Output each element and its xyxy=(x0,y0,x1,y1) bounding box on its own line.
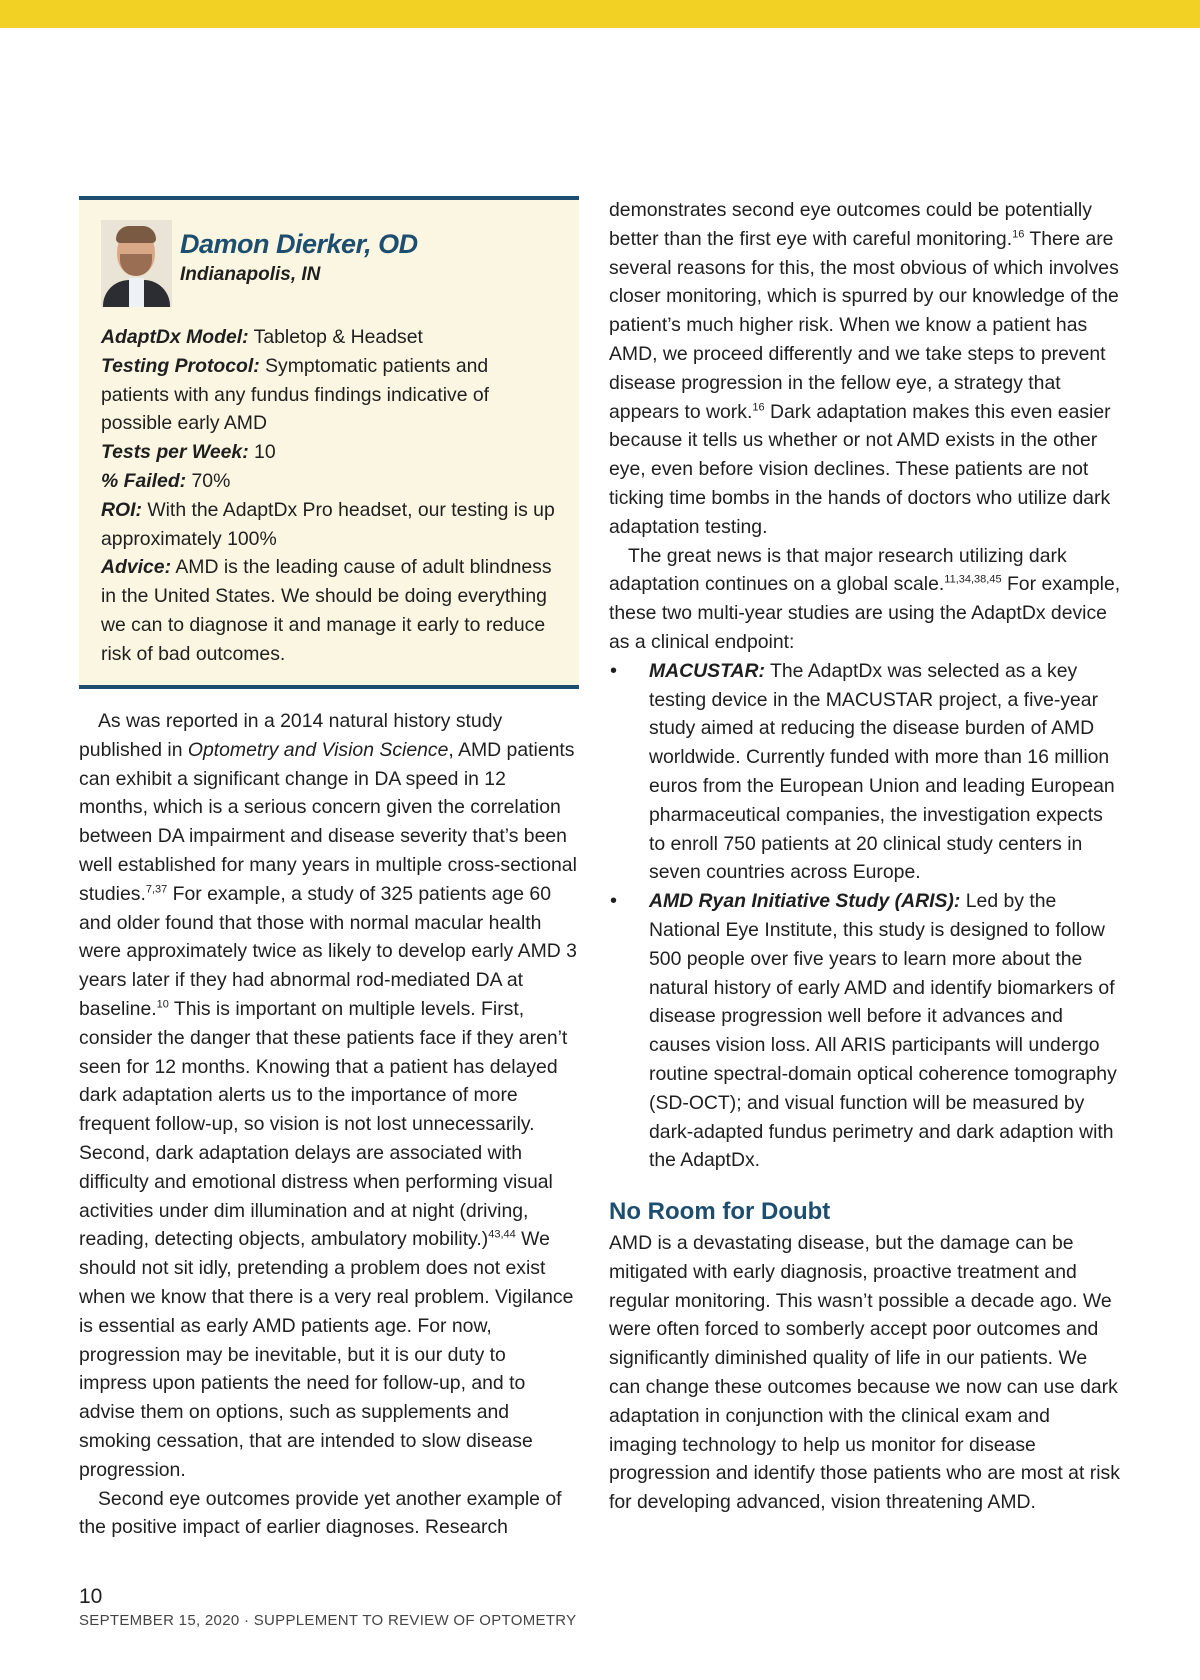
top-accent-bar xyxy=(0,0,1200,28)
section-heading: No Room for Doubt xyxy=(609,1198,831,1226)
left-column xyxy=(79,707,579,1542)
paragraph: As was reported in a 2014 natural history study published in Optometry and Vision Science, AMD patients can exhibit a significant change in DA speed in 12 months, which is a serious concern given the correlation between DA impairment and disease severity that’s been well established for many years in multiple cross-sectional studies.$^{7,37}$ For example, a study of 325 patients age 60 and older found that those with normal macular health were approximately twice as likely to develop early AMD 3 years later if they had abnormal rod-mediated DA at baseline.$^{10}$ This is important on multiple levels. First, consider the danger that these patients face if they aren’t seen for 12 months. Knowing that a patient has delayed dark adaptation alerts us to the importance of more frequent follow-up, so vision is not lost unnecessarily. Second, dark adaptation delays are associated with difficulty and emotional distress when performing visual activities under dim illumination and at night (driving, reading, detecting objects, ambulatory mobility.)$^{43,44}$ We should not sit idly, pretending a problem does not exist when we know that there is a very real problem. Vigilance is essential as early AMD patients age. For now, progression may be inevitable, but it is our duty to impress upon patients the need for follow-up, and to advise them on options, such as supplements and smoking cessation, that are intended to slow disease progression. xyxy=(79,710,577,1481)
citation: 16 xyxy=(752,401,765,414)
detail-roi: ROI: With the AdaptDx Pro headset, our testing is up approximately 100% xyxy=(101,498,555,550)
paragraph: Second eye outcomes provide yet another example of the positive impact of earlier diagnoses. Research xyxy=(79,1487,562,1539)
citation: 16 xyxy=(1012,228,1025,241)
citation: 43,44 xyxy=(488,1228,516,1241)
page-number: 10 xyxy=(79,1585,103,1608)
page-footer xyxy=(79,1585,576,1631)
profile-sidebar xyxy=(79,196,579,689)
list-item: • AMD Ryan Initiative Study (ARIS): Led by the National Eye Institute, this study is designed to follow 500 people over five years to learn more about the natural history of early AMD and identify biomarkers of disease progression well before it advances and causes vision loss. All ARIS participants will undergo routine spectral-domain optical coherence tomography (SD-OCT); and visual function will be measured by dark-adapted fundus perimetry and dark adaption with the AdaptDx. xyxy=(609,887,1121,1175)
profile-location: Indianapolis, IN xyxy=(180,264,321,285)
detail-protocol: Testing Protocol: Symptomatic patients and patients with any fundus findings indicative of possible early AMD xyxy=(101,354,490,435)
publication-line: SEPTEMBER 15, 2020 · SUPPLEMENT TO REVIEW OF OPTOMETRY xyxy=(79,1612,577,1629)
paragraph: The great news is that major research utilizing dark adaptation continues on a global scale.$^{11,34,38,45}$ For example, these two multi-year studies are using the AdaptDx device as a clinical endpoint: xyxy=(609,544,1121,653)
detail-advice: Advice: AMD is the leading cause of adult blindness in the United States. We should be doing everything we can to diagnose it and manage it early to reduce risk of bad outcomes. xyxy=(101,556,552,665)
journal-title: Optometry and Vision Science xyxy=(187,738,449,761)
avatar xyxy=(101,220,172,307)
detail-tests-per-week: Tests per Week: 10 xyxy=(101,441,276,464)
study-list xyxy=(609,657,1121,1175)
paragraph: AMD is a devastating disease, but the damage can be mitigated with early diagnosis, proactive treatment and regular monitoring. This wasn’t possible a decade ago. We were often forced to somberly accept poor outcomes and significantly diminished quality of life in our patients. We can change these outcomes because we now can use dark adaptation in conjunction with the clinical exam and imaging technology to help us monitor for disease progression and identify those patients who are most at risk for developing advanced, vision threatening AMD. xyxy=(609,1232,1120,1514)
detail-model: AdaptDx Model: Tabletop & Headset xyxy=(101,326,423,348)
citation: 11,34,38,45 xyxy=(944,573,1002,586)
profile-identity xyxy=(180,220,418,287)
citation: 7,37 xyxy=(145,883,168,896)
paragraph: demonstrates second eye outcomes could be potentially better than the first eye with careful monitoring.$^{16}$ There are several reasons for this, the most obvious of which involves closer monitoring, which is spurred by our knowledge of the patient’s much higher risk. When we know a patient has AMD, we proceed differently and we take steps to prevent disease progression in the fellow eye, a strategy that appears to work.$^{16}$ Dark adaptation makes this even easier because it tells us whether or not AMD exists in the other eye, even before vision declines. These patients are not ticking time bombs in the hands of doctors who utilize dark adaptation testing. xyxy=(609,199,1119,538)
profile-details xyxy=(101,323,559,669)
detail-failed: % Failed: 70% xyxy=(101,469,231,492)
profile-header xyxy=(101,220,559,314)
citation: 10 xyxy=(156,998,169,1011)
list-item: • MACUSTAR: The AdaptDx was selected as a key testing device in the MACUSTAR project, a five-year study aimed at reducing the disease burden of AMD worldwide. Currently funded with more than 16 million euros from the European Union and leading European pharmaceutical companies, the investigation expects to enroll 750 patients at 20 clinical study centers in seven countries across Europe. xyxy=(609,657,1121,887)
profile-name: Damon Dierker, OD xyxy=(180,229,418,259)
right-column xyxy=(609,196,1121,1517)
